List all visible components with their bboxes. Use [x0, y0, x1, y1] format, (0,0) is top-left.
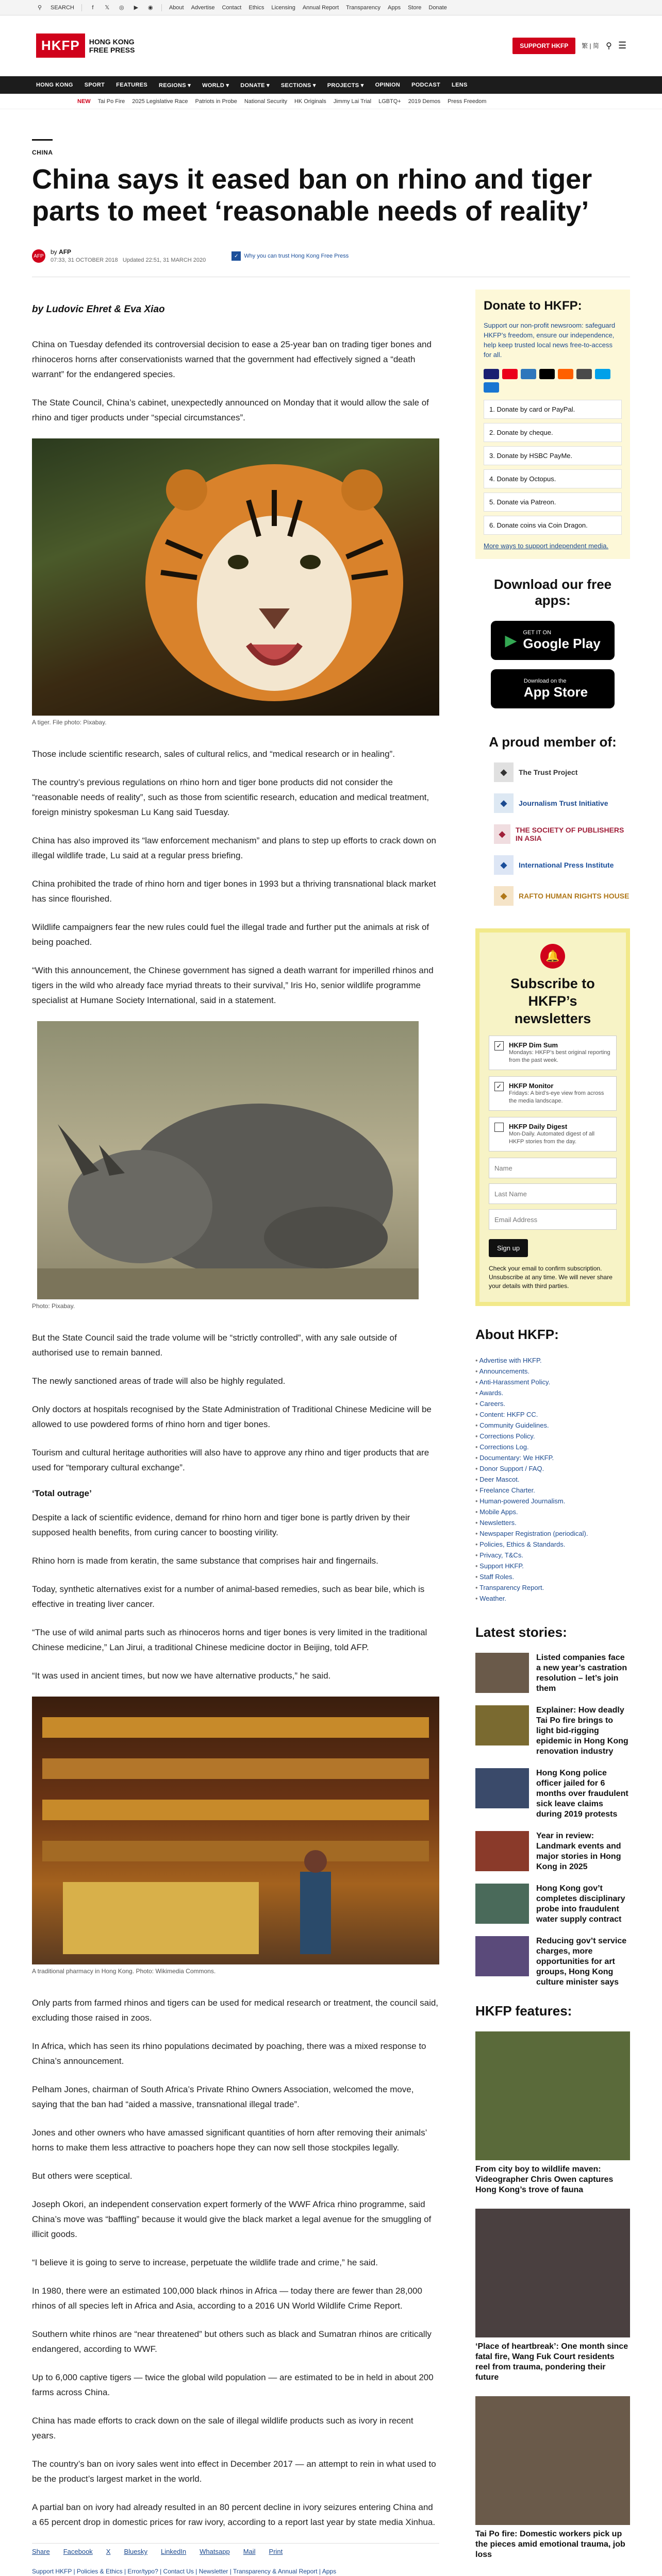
- paragraph: “I believe it is going to serve to increase, perpetuate the wildlife trade and crime,” he said.: [32, 2258, 378, 2267]
- tiger-photo: [32, 438, 439, 726]
- feature-image: [475, 2396, 630, 2525]
- member-name: RAFTO HUMAN RIGHTS HOUSE: [519, 892, 630, 900]
- member-name: Journalism Trust Initiative: [519, 799, 608, 807]
- paragraph: Rhino horn is made from keratin, the same substance that comprises hair and fingernails.: [32, 1556, 378, 1566]
- nav-item[interactable]: PODCAST: [411, 82, 441, 88]
- trending-link[interactable]: HK Originals: [294, 98, 326, 105]
- advertise-link[interactable]: Advertise: [191, 4, 215, 11]
- about-list: [475, 1355, 630, 1604]
- rhino-illustration: [37, 1021, 419, 1299]
- paragraph: Joseph Okori, an independent conservation expert formerly of the WWF Africa rhino programme, said China’s move was “baffling” because it would give the black market a legal avenue for the smuggling of illicit goods.: [32, 2199, 432, 2239]
- menu-icon[interactable]: ☰: [618, 40, 627, 50]
- paragraph: Only parts from farmed rhinos and tigers can be used for medical research or treatment, the council said, excluding those raised in zoos.: [32, 1998, 439, 2023]
- share-link[interactable]: LinkedIn: [161, 2548, 187, 2555]
- newsletter-name: HKFP Dim Sum: [509, 1041, 558, 1049]
- trust-icon: ✓: [231, 251, 241, 261]
- newsletter-option[interactable]: [489, 1117, 617, 1151]
- donate-link[interactable]: Donate: [428, 4, 447, 11]
- member-logo[interactable]: [494, 824, 630, 844]
- x-icon[interactable]: 𝕏: [105, 5, 110, 11]
- latest-story[interactable]: [475, 1653, 630, 1694]
- app-store-button[interactable]: [491, 669, 615, 708]
- nav-item[interactable]: DONATE ▾: [240, 82, 270, 89]
- about-link[interactable]: • Donor Support / FAQ.: [475, 1463, 630, 1474]
- search-link[interactable]: SEARCH: [51, 4, 74, 11]
- logo-text: HONG KONG FREE PRESS: [89, 37, 135, 54]
- nav-item[interactable]: FEATURES: [116, 82, 148, 88]
- share-bar: [32, 2543, 439, 2555]
- feature-story[interactable]: [475, 2031, 630, 2195]
- newsletter-name: HKFP Daily Digest: [509, 1123, 568, 1130]
- paragraph: Those include scientific research, sales of cultural relics, and “medical research or in healing”.: [32, 749, 395, 759]
- payment-card-icon: [595, 369, 610, 379]
- about-link[interactable]: About: [169, 4, 184, 11]
- trending-new-badge: NEW: [77, 98, 91, 105]
- share-link[interactable]: X: [106, 2548, 111, 2555]
- features-title: HKFP features:: [475, 2003, 572, 2019]
- utility-bar: [0, 0, 662, 15]
- checkbox[interactable]: ✓: [494, 1082, 504, 1091]
- kicker-rule: [32, 139, 53, 141]
- about-link[interactable]: • Support HKFP.: [475, 1561, 630, 1571]
- photo-caption: Photo: Pixabay.: [32, 1302, 75, 1310]
- gp-small: GET IT ON: [523, 629, 552, 636]
- photo-caption: A traditional pharmacy in Hong Kong. Photo: Wikimedia Commons.: [32, 1968, 216, 1975]
- member-logo[interactable]: [494, 793, 630, 813]
- newsletter-option[interactable]: [489, 1076, 617, 1111]
- store-link[interactable]: Store: [408, 4, 422, 11]
- about-link[interactable]: • Corrections Policy.: [475, 1431, 630, 1442]
- donate-title: Donate to HKFP:: [484, 299, 582, 313]
- about-link[interactable]: • Deer Mascot.: [475, 1474, 630, 1485]
- about-link[interactable]: • Advertise with HKFP.: [475, 1355, 630, 1366]
- published-date: 07:33, 31 OCTOBER 2018: [51, 257, 118, 263]
- latest-title: Latest stories:: [475, 1624, 567, 1640]
- trending-link[interactable]: LGBTQ+: [378, 98, 401, 105]
- member-title: A proud member of:: [489, 734, 617, 750]
- nav-item[interactable]: SECTIONS ▾: [280, 82, 316, 89]
- payment-card-icon: [521, 369, 536, 379]
- email-input[interactable]: Email Address: [489, 1209, 617, 1230]
- paragraph: Wildlife campaigners fear the new rules could fuel the illegal trade and further put the animals at risk of being poached.: [32, 922, 429, 947]
- trending-link[interactable]: Patriots in Probe: [195, 98, 237, 105]
- member-logo[interactable]: [494, 762, 630, 782]
- paragraph: Tourism and cultural heritage authorities will also have to approve any rhino and tiger products that are used for “temporary cultural exchange”.: [32, 1448, 429, 1472]
- about-link[interactable]: • Announcements.: [475, 1366, 630, 1377]
- latest-story[interactable]: [475, 1936, 630, 1988]
- about-link[interactable]: • Staff Roles.: [475, 1571, 630, 1582]
- gp-big: Google Play: [523, 635, 601, 651]
- donate-option[interactable]: 2. Donate by cheque.: [484, 423, 622, 442]
- tiger-illustration: [32, 438, 439, 716]
- trending-link[interactable]: Jimmy Lai Trial: [333, 98, 372, 105]
- feature-image: [475, 2031, 630, 2160]
- about-link[interactable]: • Policies, Ethics & Standards.: [475, 1539, 630, 1550]
- feature-image: [475, 2209, 630, 2337]
- payment-card-icon: [502, 369, 518, 379]
- member-icon: ◆: [494, 855, 514, 875]
- search-icon[interactable]: ⚲: [606, 41, 612, 50]
- latest-story[interactable]: [475, 1768, 630, 1820]
- as-small: Download on the: [523, 677, 567, 684]
- instagram-icon[interactable]: ◎: [119, 5, 124, 11]
- author-name[interactable]: AFP: [59, 248, 72, 256]
- support-links[interactable]: Support HKFP | Policies & Ethics | Error/typo? | Contact Us | Newsletter | Transparency & Annual Report | Apps: [32, 2568, 337, 2575]
- about-link[interactable]: • Privacy, T&Cs.: [475, 1550, 630, 1561]
- signup-button[interactable]: Sign up: [489, 1239, 528, 1257]
- separator: [81, 4, 82, 11]
- paragraph: The country’s ban on ivory sales went into effect in December 2017 — an attempt to rein in what used to be the product’s largest market in the world.: [32, 2459, 436, 2484]
- trending-link[interactable]: 2019 Demos: [408, 98, 441, 105]
- paragraph: “The use of wild animal parts such as rhinoceros horns and tiger bones is very limited in the traditional Chinese medicine,” Lan Jirui, a traditional Chinese medicine doctor in Beijing, told AFP.: [32, 1628, 427, 1652]
- newsletter-desc: Fridays: A bird’s-eye view from across the media landscape.: [509, 1090, 604, 1104]
- author-avatar: AFP: [32, 249, 45, 263]
- donate-option[interactable]: 5. Donate via Patreon.: [484, 493, 622, 512]
- paragraph: The country’s previous regulations on rhino horn and tiger bone products did not consider the “reasonable needs of reality”, such as those from scientific research, education and medical treatment, foreign ministry spokesman Lu Kang said Tuesday.: [32, 777, 429, 817]
- about-link[interactable]: • Anti-Harassment Policy.: [475, 1377, 630, 1387]
- trust-link-label: Why you can trust Hong Kong Free Press: [244, 253, 349, 259]
- about-link[interactable]: • Mobile Apps.: [475, 1506, 630, 1517]
- about-link[interactable]: • Newspaper Registration (periodical).: [475, 1528, 630, 1539]
- nav-item[interactable]: PROJECTS ▾: [327, 82, 364, 89]
- nav-item[interactable]: OPINION: [375, 82, 401, 88]
- newsletter-title: Subscribe to HKFP’s newsletters: [510, 976, 595, 1026]
- payment-card-icon: [539, 369, 555, 379]
- photo-caption: A tiger. File photo: Pixabay.: [32, 719, 107, 726]
- checkbox[interactable]: ✓: [494, 1041, 504, 1050]
- share-link[interactable]: Print: [269, 2548, 283, 2555]
- donate-option[interactable]: 6. Donate coins via Coin Dragon.: [484, 516, 622, 535]
- story-thumbnail: [475, 1768, 529, 1808]
- section-subhead: ‘Total outrage’: [32, 1488, 92, 1498]
- newsletter-box: [475, 928, 630, 1306]
- paragraph: China has made efforts to crack down on the sale of illegal wildlife products such as ivory in recent years.: [32, 2416, 413, 2441]
- story-title: Reducing gov’t service charges, more opportunities for art groups, Hong Kong culture minister says: [536, 1937, 627, 1987]
- latest-story[interactable]: [475, 1831, 630, 1872]
- support-hkfp-button[interactable]: SUPPORT HKFP: [512, 38, 575, 54]
- paragraph: The newly sanctioned areas of trade will also be highly regulated.: [32, 1376, 286, 1386]
- paragraph: China has also improved its “law enforcement mechanism” and plans to step up efforts to crack down on illegal wildlife trade, Lu said at a regular press briefing.: [32, 836, 436, 860]
- about-link[interactable]: • Community Guidelines.: [475, 1420, 630, 1431]
- trending-link[interactable]: Press Freedom: [448, 98, 487, 105]
- logo-mark: HKFP: [36, 33, 85, 58]
- about-title: About HKFP:: [475, 1327, 559, 1342]
- trending-link[interactable]: National Security: [244, 98, 287, 105]
- share-link[interactable]: Facebook: [63, 2548, 93, 2555]
- story-thumbnail: [475, 1884, 529, 1924]
- sidebar: [475, 290, 630, 2576]
- pharmacy-photo: [32, 1697, 439, 1975]
- payment-card-icon: [576, 369, 592, 379]
- rhino-photo: [32, 1021, 439, 1310]
- site-logo[interactable]: [36, 33, 135, 58]
- by-label: by: [51, 248, 57, 256]
- feature-story[interactable]: [475, 2396, 630, 2560]
- member-icon: ◆: [494, 793, 514, 813]
- paragraph: Despite a lack of scientific evidence, demand for rhino horn and tiger bone is partly driven by their supposed health benefits, from curing cancer to boosting virility.: [32, 1513, 410, 1537]
- payment-icons: [484, 369, 622, 393]
- article-body: [32, 290, 439, 2576]
- nav-item[interactable]: SPORT: [84, 82, 105, 88]
- paragraph: Up to 6,000 captive tigers — twice the global wild population — are estimated to be in held in about 200 farms across China.: [32, 2372, 434, 2397]
- donate-option[interactable]: 1. Donate by card or PayPal.: [484, 400, 622, 419]
- story-thumbnail: [475, 1936, 529, 1976]
- as-big: App Store: [523, 684, 588, 700]
- transparency-link[interactable]: Transparency: [346, 4, 380, 11]
- member-name: THE SOCIETY OF PUBLISHERS IN ASIA: [515, 826, 624, 842]
- paragraph: But the State Council said the trade volume will be “strictly controlled”, with any sale outside of authorised use to remain banned.: [32, 1333, 397, 1358]
- updated-date: Updated 22:51, 31 MARCH 2020: [122, 257, 206, 263]
- member-logo[interactable]: [494, 855, 630, 875]
- paragraph: Pelham Jones, chairman of South Africa’s Private Rhino Owners Association, welcomed the move, saying that the ban had “aided a massive, transnational illegal trade”.: [32, 2084, 414, 2109]
- paragraph: In 1980, there were an estimated 100,000 black rhinos in Africa — today there are fewer than 28,000 rhinos of all species left in Africa and Asia, according to a 2016 UN World Wildlife Crime Report.: [32, 2286, 422, 2311]
- feature-title: ‘Place of heartbreak’: One month since fatal fire, Wang Fuk Court residents reel from trauma, pondering their future: [475, 2342, 628, 2382]
- paragraph: Southern white rhinos are “near threatened” but others such as black and Sumatran rhinos are critically endangered, according to WWF.: [32, 2329, 432, 2354]
- trust-link[interactable]: [231, 251, 349, 261]
- feature-title: Tai Po fire: Domestic workers pick up the pieces amid emotional trauma, job loss: [475, 2530, 625, 2559]
- about-link[interactable]: • Content: HKFP CC.: [475, 1409, 630, 1420]
- bell-icon: 🔔: [540, 944, 565, 969]
- about-link[interactable]: • Freelance Charter.: [475, 1485, 630, 1496]
- story-title: Hong Kong gov’t completes disciplinary probe into fraudulent water supply contract: [536, 1884, 625, 1924]
- member-icon: ◆: [494, 762, 514, 782]
- member-name: International Press Institute: [519, 861, 614, 869]
- paragraph: China prohibited the trade of rhino horn and tiger bones in 1993 but a thriving transnational black market has since flourished.: [32, 879, 436, 904]
- about-link[interactable]: • Awards.: [475, 1387, 630, 1398]
- story-thumbnail: [475, 1653, 529, 1693]
- category-kicker[interactable]: CHINA: [32, 149, 53, 156]
- payment-card-icon: [558, 369, 573, 379]
- nav-item[interactable]: WORLD ▾: [202, 82, 229, 89]
- rss-icon[interactable]: ◉: [148, 5, 153, 11]
- about-link[interactable]: • Careers.: [475, 1398, 630, 1409]
- payment-card-icon: [484, 382, 499, 393]
- about-link[interactable]: • Corrections Log.: [475, 1442, 630, 1452]
- latest-story[interactable]: [475, 1884, 630, 1925]
- facebook-icon[interactable]: f: [92, 4, 94, 11]
- trending-link[interactable]: Tai Po Fire: [97, 98, 125, 105]
- last-name-input[interactable]: Last Name: [489, 1183, 617, 1204]
- about-link[interactable]: • Documentary: We HKFP.: [475, 1452, 630, 1463]
- paragraph: “With this announcement, the Chinese government has signed a death warrant for imperilled rhinos and tigers in the wild who already face myriad threats to their survival,” Iris Ho, senior wildlife programme specialist at Humane Society International, said in a statement.: [32, 965, 434, 1005]
- apps-link[interactable]: Apps: [388, 4, 401, 11]
- story-title: Hong Kong police officer jailed for 6 months over fraudulent sick leave claims during 2019 protests: [536, 1769, 628, 1819]
- share-link[interactable]: Bluesky: [124, 2548, 147, 2555]
- story-title: Explainer: How deadly Tai Po fire brings to light bid-rigging epidemic in Hong Kong renovation industry: [536, 1706, 628, 1756]
- nav-item[interactable]: LENS: [452, 82, 468, 88]
- member-icon: ◆: [494, 886, 514, 906]
- about-link[interactable]: • Human-powered Journalism.: [475, 1496, 630, 1506]
- about-link[interactable]: • Transparency Report.: [475, 1582, 630, 1593]
- member-logo[interactable]: [494, 886, 630, 906]
- newsletter-note: Check your email to confirm subscription. Unsubscribe at any time. We will never share your details with third parties.: [489, 1265, 613, 1290]
- language-switcher[interactable]: 繁 | 简: [582, 42, 599, 49]
- newsletter-name: HKFP Monitor: [509, 1082, 554, 1090]
- donate-box: [475, 290, 630, 559]
- author-info: [51, 248, 206, 264]
- feature-title: From city boy to wildlife maven: Videographer Chris Owen captures Hong Kong’s trove of fauna: [475, 2165, 614, 2194]
- more-ways-link[interactable]: More ways to support independent media.: [484, 542, 609, 550]
- youtube-icon[interactable]: ▶: [134, 5, 139, 11]
- main-nav: [0, 76, 662, 94]
- donate-option[interactable]: 3. Donate by HSBC PayMe.: [484, 446, 622, 465]
- licensing-link[interactable]: Licensing: [271, 4, 295, 11]
- google-play-button[interactable]: [491, 621, 615, 660]
- donate-text[interactable]: Support our non-profit newsroom: safeguard HKFP’s freedom, ensure our independence, help keep trusted local news free-to-access for all.: [484, 321, 616, 359]
- first-name-input[interactable]: Name: [489, 1158, 617, 1178]
- share-link[interactable]: Mail: [243, 2548, 256, 2555]
- article-meta: [32, 248, 630, 264]
- share-link[interactable]: Share: [32, 2548, 50, 2555]
- ethics-link[interactable]: Ethics: [249, 4, 264, 11]
- separator: [161, 4, 162, 11]
- trending-link[interactable]: 2025 Legislative Race: [132, 98, 188, 105]
- article-title: China says it eased ban on rhino and tiger parts to meet ‘reasonable needs of reality’: [32, 164, 592, 227]
- checkbox[interactable]: [494, 1123, 504, 1132]
- story-title: Listed companies face a new year’s castration resolution – let’s join them: [536, 1653, 627, 1693]
- story-title: Year in review: Landmark events and major stories in Hong Kong in 2025: [536, 1832, 621, 1871]
- trending-bar: [0, 94, 662, 109]
- paragraph: Today, synthetic alternatives exist for a number of animal-based remedies, such as bear bile, which is effective in treating liver cancer.: [32, 1584, 425, 1609]
- page-content: [32, 118, 630, 2576]
- article-byline: by Ludovic Ehret & Eva Xiao: [32, 304, 165, 315]
- pharmacy-illustration: [32, 1697, 439, 1964]
- paragraph: In Africa, which has seen its rhino populations decimated by poaching, there was a mixed response to China’s announcement.: [32, 2041, 426, 2066]
- paragraph: But others were sceptical.: [32, 2171, 133, 2181]
- paragraph: China on Tuesday defended its controversial decision to ease a 25-year ban on trading tiger bones and rhinoceros horns after conservationists warned that the government had effectively signed a “death warrant” for the endangered species.: [32, 340, 432, 379]
- search-icon[interactable]: ⚲: [37, 5, 42, 11]
- paragraph: The State Council, China’s cabinet, unexpectedly announced on Monday that it would allow the sale of rhino and tiger products under “special circumstances”.: [32, 398, 429, 422]
- newsletter-desc: Mondays: HKFP’s best original reporting from the past week.: [509, 1049, 610, 1063]
- story-thumbnail: [475, 1705, 529, 1745]
- about-link[interactable]: • Newsletters.: [475, 1517, 630, 1528]
- feature-story[interactable]: [475, 2209, 630, 2383]
- latest-story[interactable]: [475, 1705, 630, 1757]
- member-icon: ◆: [494, 824, 510, 844]
- paragraph: “It was used in ancient times, but now we have alternative products,” he said.: [32, 1671, 331, 1681]
- about-link[interactable]: • Weather.: [475, 1593, 630, 1604]
- paragraph: Only doctors at hospitals recognised by the State Administration of Traditional Chinese Medicine will be allowed to use powdered forms of rhino horn and tiger bones.: [32, 1404, 432, 1429]
- nav-item[interactable]: HONG KONG: [36, 82, 73, 88]
- payment-card-icon: [484, 369, 499, 379]
- share-link[interactable]: Whatsapp: [200, 2548, 230, 2555]
- paragraph: A partial ban on ivory had already resulted in an 80 percent decline in ivory seizures entering China and a 65 percent drop in domestic prices for raw ivory, according to a report last year by state media Xinhua.: [32, 2502, 436, 2527]
- google-play-icon: ▶: [505, 632, 517, 649]
- paragraph: Jones and other owners who have amassed significant quantities of horn after removing their animals’ horns to make them less attractive to poachers hope they can now sell those stockpiles legally.: [32, 2128, 427, 2153]
- newsletter-desc: Mon-Daily. Automated digest of all HKFP stories from the day.: [509, 1131, 595, 1145]
- member-name: The Trust Project: [519, 768, 578, 776]
- story-thumbnail: [475, 1831, 529, 1871]
- annual-report-link[interactable]: Annual Report: [302, 4, 339, 11]
- donate-option[interactable]: 4. Donate by Octopus.: [484, 469, 622, 488]
- apps-title: Download our free apps:: [493, 577, 612, 608]
- nav-item[interactable]: REGIONS ▾: [159, 82, 191, 89]
- site-header: [0, 15, 662, 76]
- contact-link[interactable]: Contact: [222, 4, 242, 11]
- newsletter-option[interactable]: [489, 1036, 617, 1070]
